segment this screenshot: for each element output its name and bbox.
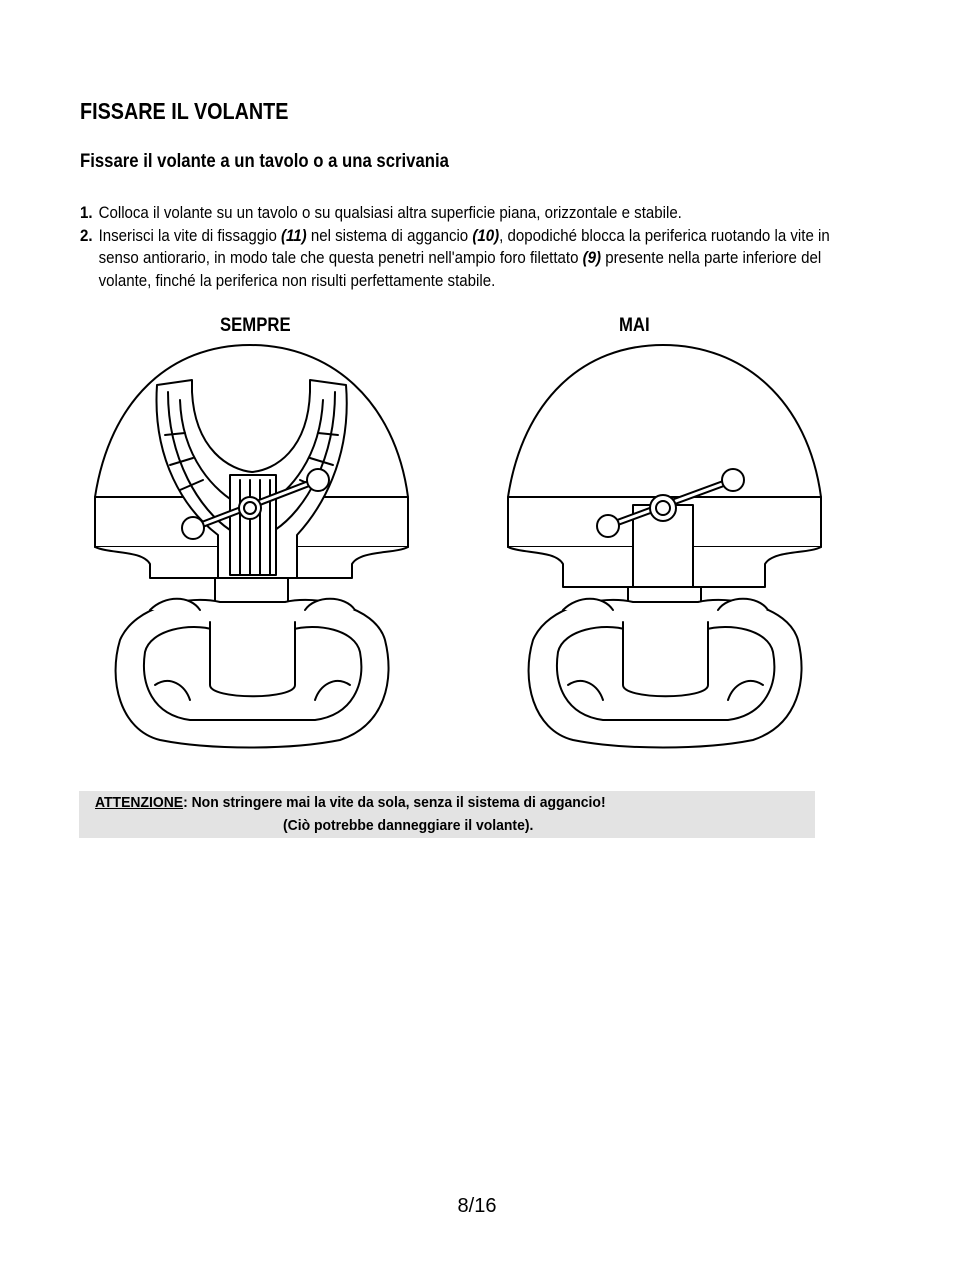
step-number: 1. [80,204,93,222]
part-reference: (10) [472,226,500,245]
step-text-part: , dopodiché blocca la periferica ruotando la vite in senso antiorario, in modo tale che questa penetri nell'ampio foro filettato [98,226,830,267]
illustration-incorrect-mounting [503,340,828,750]
step-text-part: Inserisci la vite di fissaggio [98,226,282,245]
subsection-title: Fissare il volante a un tavolo o a una scrivania [80,151,449,172]
step-text: Colloca il volante su un tavolo o su qualsiasi altra superficie piana, orizzontale e stabile. [98,204,682,222]
section-title: FISSARE IL VOLANTE [80,98,289,124]
steps-list [80,202,930,292]
step-number: 2. [80,226,93,245]
page-number: 8/16 [457,1195,497,1217]
figure-label-always: SEMPRE [220,315,291,336]
step-text-part: presente nella parte inferiore del volante, finché la periferica non risulti perfettamente stabile. [98,249,822,290]
illustration-correct-mounting [90,340,415,750]
warning-text: : Non stringere mai la vite da sola, senza il sistema di aggancio! [183,794,606,811]
step-text-part: nel sistema di aggancio [306,226,473,245]
warning-label: ATTENZIONE [95,794,184,811]
step-2 [80,225,861,293]
figure-label-never: MAI [619,315,650,336]
warning-line-1 [95,791,606,814]
part-reference: (9) [582,249,602,267]
part-reference: (11) [281,226,307,245]
warning-line-2: (Ciò potrebbe danneggiare il volante). [283,817,534,834]
step-1 [80,202,861,225]
warning-box [79,791,815,838]
